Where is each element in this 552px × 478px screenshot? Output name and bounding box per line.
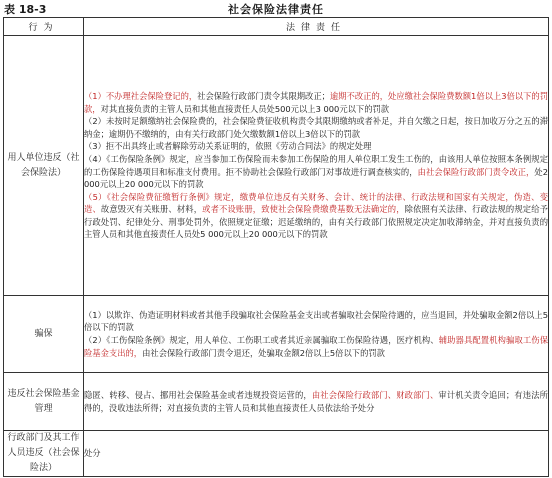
- highlighted-text: 由社会保险行政部门、财政部门、: [311, 389, 439, 400]
- liability-text: 隐匿、转移、侵占、挪用社会保险基金或者违规投资运营的，: [84, 389, 312, 400]
- highlighted-text: 辅助器具配置机构骗取工伤保险基金支出的，: [84, 335, 548, 358]
- legal-liability-table: [3, 17, 549, 477]
- liability-item: [84, 191, 548, 241]
- liability-text: 审计机关责令追回；有违法所得的，没收违法所得；对直接负责的主管人员和其他直接责任人员依法给予处分: [84, 389, 548, 413]
- liability-item: [84, 153, 548, 191]
- liability-item: [84, 309, 548, 334]
- act-cell: 骗保: [4, 296, 84, 373]
- liability-text: （3）拒不出具终止或者解除劳动关系证明的，依照《劳动合同法》的规定处理: [84, 141, 372, 152]
- header-liability: 法律责任: [84, 18, 549, 36]
- liability-text: 故意毁灭有关账册、材料，: [100, 204, 203, 215]
- liability-text: 处分: [84, 448, 101, 459]
- table-title: 社会保险法律责任: [228, 3, 324, 16]
- header-row: [4, 18, 549, 36]
- highlighted-text: （1）不办理社会保险登记的，: [84, 90, 198, 101]
- act-cell: 行政部门及其工作人员违反（社会保险法）: [4, 431, 84, 477]
- liability-cell: [84, 431, 549, 477]
- liability-item: [84, 389, 548, 414]
- liability-item: [84, 334, 548, 359]
- liability-text: （4）《工伤保险条例》规定，应当参加工伤保险而未参加工伤保险的用人单位职工发生工伤的，由该用人单位按照本条例规定的工伤保险待遇项目和标准支付费用。拒不协助社会保险行政部门对事故进行调查核实的，: [84, 153, 548, 177]
- highlighted-text: 规定，缴费单位违反有关财务、会计、统计的法律、行政法规和国家有关规定，伪造、变造、: [84, 191, 548, 215]
- table-row: [4, 36, 549, 296]
- table-caption: [0, 0, 552, 16]
- liability-item: [84, 90, 548, 115]
- liability-text: 处2 000元以上20 000元以下的罚款: [84, 166, 548, 190]
- liability-item: [84, 115, 548, 140]
- liability-text: 由社会保险行政部门责令退还，处骗取金额2倍以上5倍以下的罚款: [142, 347, 385, 358]
- table-row: [4, 373, 549, 431]
- liability-text: （2）《工伤保险条例》规定，用人单位、工伤职工或者其近亲属骗取工伤保险待遇，医疗机构、: [84, 335, 439, 345]
- table-row: [4, 296, 549, 373]
- liability-item: [84, 447, 548, 460]
- table-row: [4, 431, 549, 477]
- act-cell: 用人单位违反（社会保险法）: [4, 36, 84, 296]
- table-number: 表 18-3: [4, 3, 47, 16]
- header-act: 行为: [4, 18, 84, 36]
- liability-cell: [84, 36, 549, 296]
- liability-cell: [84, 296, 549, 373]
- highlighted-text: 逾期不改正的，处应缴社会保险费数额1倍以上3倍以下的罚款，: [84, 90, 548, 114]
- highlighted-text: 或者不设账册，致使社会保险费缴费基数无法确定的，: [202, 204, 405, 215]
- liability-cell: [84, 373, 549, 431]
- liability-text: （1）以欺诈、伪造证明材料或者其他手段骗取社会保险基金支出或者骗取社会保险待遇的，应当退回，并处骗取金额2倍以上5倍以下的罚款: [84, 309, 548, 333]
- act-cell: 违反社会保险基金管理: [4, 373, 84, 431]
- liability-text: 除依照有关法律、行政法规的规定给予行政处罚、纪律处分、刑事处罚外，依照规定征缴；迟延缴纳的，由有关行政部门依照规定决定加收滞纳金，并对直接负责的主管人员和其他直接责任人员处5 000元以上20 000元以下的罚款: [84, 204, 548, 240]
- liability-text: 社会保险行政部门责令其限期改正；: [197, 90, 330, 101]
- liability-text: 对其直接负责的主管人员和其他直接责任人员处500元以上3 000元以下的罚款: [100, 103, 390, 114]
- highlighted-text: 由社会保险行政部门责令改正，: [417, 166, 535, 177]
- liability-text: （2）未按时足额缴纳社会保险费的，社会保险费征收机构责令其限期缴纳或者补足，并自欠缴之日起，按日加收万分之五的滞纳金；逾期仍不缴纳的，由有关行政部门处欠缴数额1倍以上3倍以下的罚款: [84, 116, 548, 139]
- highlighted-text: （5）《社会保险费征缴暂行条例》: [84, 191, 214, 202]
- liability-item: [84, 140, 548, 153]
